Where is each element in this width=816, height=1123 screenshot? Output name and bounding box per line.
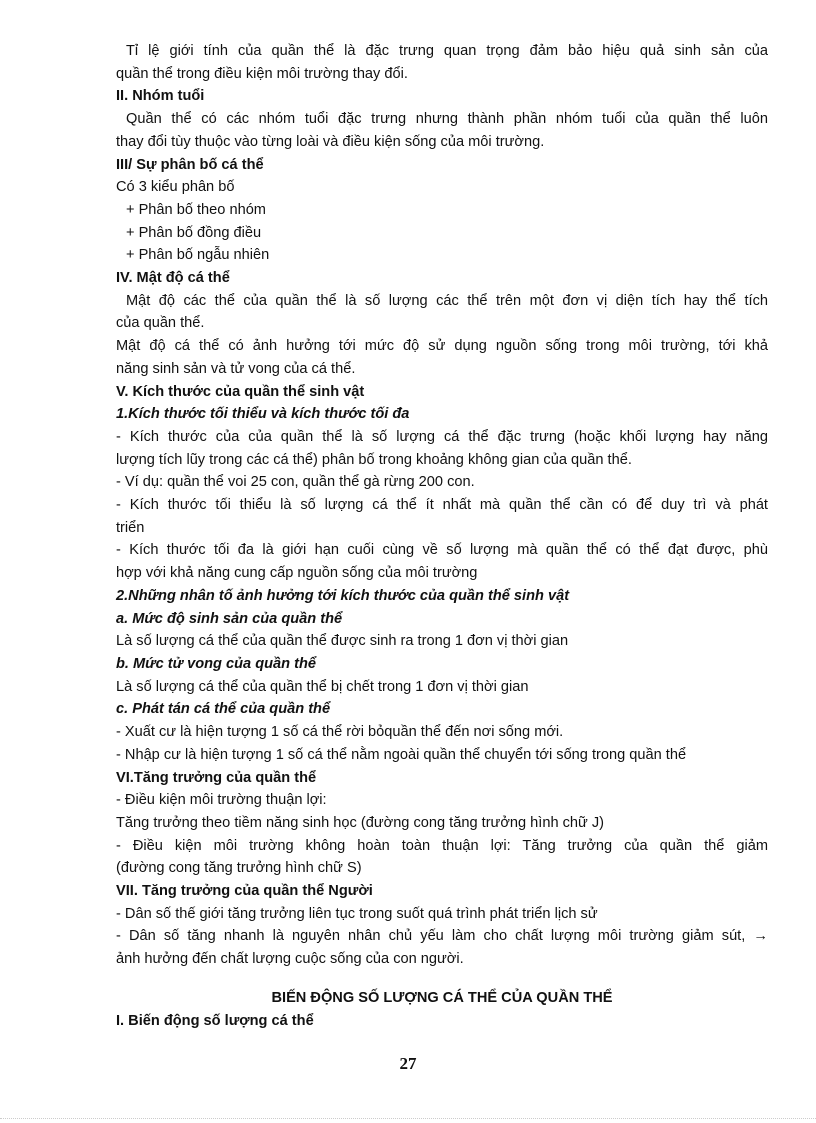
paragraph-line: - Kích thước của của quần thể là số lượng cá thể đặc trưng (hoặc khối lượng hay năng: [116, 428, 768, 445]
subsection-heading: 1.Kích thước tối thiểu và kích thước tối đa: [116, 406, 410, 423]
subsection-heading: a. Mức độ sinh sản của quần thể: [116, 610, 343, 627]
document-body: [116, 40, 768, 1032]
paragraph-line: triển: [116, 519, 145, 536]
section-heading: VI.Tăng trưởng của quần thể: [116, 769, 317, 786]
paragraph-line: - Kích thước tối thiểu là số lượng cá thể ít nhất mà quần thể cần có để duy trì và phát: [116, 497, 768, 514]
paragraph-line: - Ví dụ: quần thể voi 25 con, quần thể gà rừng 200 con.: [116, 474, 475, 491]
paragraph-line: ảnh hưởng đến chất lượng cuộc sống của con người.: [116, 951, 464, 968]
paragraph-line: lượng tích lũy trong các cá thể) phân bố trong khoảng không gian của quần thể.: [116, 451, 632, 468]
section-heading: VII. Tăng trưởng của quần thể Người: [116, 883, 373, 900]
spacer: [116, 971, 768, 987]
list-item: + Phân bố đồng điều: [126, 224, 262, 241]
paragraph-line: Tỉ lệ giới tính của quần thể là đặc trưng quan trọng đảm bảo hiệu quả sinh sản của: [126, 43, 768, 59]
paragraph-line: Tăng trưởng theo tiềm năng sinh học (đường cong tăng trưởng hình chữ J): [116, 814, 605, 831]
paragraph-line: - Điều kiện môi trường thuận lợi:: [116, 792, 327, 809]
paragraph-line: quần thể trong điều kiện môi trường thay đổi.: [116, 65, 408, 82]
subsection-heading: c. Phát tán cá thể của quần thể: [116, 701, 331, 718]
paragraph-line: hợp với khả năng cung cấp nguồn sống của môi trường: [116, 565, 478, 582]
paragraph-line: năng sinh sản và tử vong của cá thể.: [116, 360, 356, 377]
list-item: + Phân bố theo nhóm: [126, 201, 266, 218]
paragraph-line: - Kích thước tối đa là giới hạn cuối cùng về số lượng mà quần thể có thể đạt được, phù: [116, 542, 768, 559]
paragraph-line: Quần thể có các nhóm tuổi đặc trưng nhưng thành phần nhóm tuổi của quần thể luôn: [126, 111, 768, 128]
page-bottom-divider: [0, 1118, 816, 1119]
paragraph-line: của quần thể.: [116, 315, 205, 332]
paragraph-line: - Dân số thế giới tăng trưởng liên tục trong suốt quá trình phát triển lịch sử: [116, 905, 598, 922]
paragraph-line: - Nhập cư là hiện tượng 1 số cá thể nằm ngoài quần thể chuyển tới sống trong quần thể: [116, 746, 687, 763]
section-heading: V. Kích thước của quần thể sinh vật: [116, 383, 365, 400]
section-heading: I. Biến động số lượng cá thể: [116, 1012, 314, 1029]
list-item: + Phân bố ngẫu nhiên: [126, 247, 270, 264]
paragraph-line: Là số lượng cá thể của quần thể được sinh ra trong 1 đơn vị thời gian: [116, 633, 569, 650]
paragraph-line: Có 3 kiểu phân bố: [116, 179, 235, 196]
paragraph-line: - Dân số tăng nhanh là nguyên nhân chủ yếu làm cho chất lượng môi trường giảm sút, →: [116, 928, 768, 945]
subsection-heading: b. Mức tử vong của quần thể: [116, 655, 317, 672]
paragraph-line: - Xuất cư là hiện tượng 1 số cá thể rời bỏquần thể đến nơi sống mới.: [116, 724, 564, 741]
page-number: 27: [399, 1054, 417, 1073]
chapter-title: BIẾN ĐỘNG SỐ LƯỢNG CÁ THỂ CỦA QUẦN THỂ: [271, 989, 613, 1006]
paragraph-line: - Điều kiện môi trường không hoàn toàn thuận lợi: Tăng trưởng của quần thể giảm: [116, 837, 768, 854]
section-heading: III/ Sự phân bố cá thể: [116, 156, 264, 173]
paragraph-line: thay đổi tùy thuộc vào từng loài và điều kiện sống của môi trường.: [116, 133, 545, 150]
subsection-heading: 2.Những nhân tố ảnh hưởng tới kích thước của quần thể sinh vật: [116, 587, 570, 604]
paragraph-line: Mật độ các thể của quần thể là số lượng các thể trên một đơn vị diện tích hay thể tích: [126, 292, 768, 309]
section-heading: II. Nhóm tuổi: [116, 88, 205, 105]
paragraph-line: (đường cong tăng trưởng hình chữ S): [116, 860, 362, 877]
section-heading: IV. Mật độ cá thể: [116, 270, 230, 287]
paragraph-line: Mật độ cá thể có ảnh hưởng tới mức độ sử dụng nguồn sống trong môi trường, tới khả: [116, 338, 768, 355]
paragraph-line: Là số lượng cá thể của quần thể bị chết trong 1 đơn vị thời gian: [116, 678, 529, 695]
